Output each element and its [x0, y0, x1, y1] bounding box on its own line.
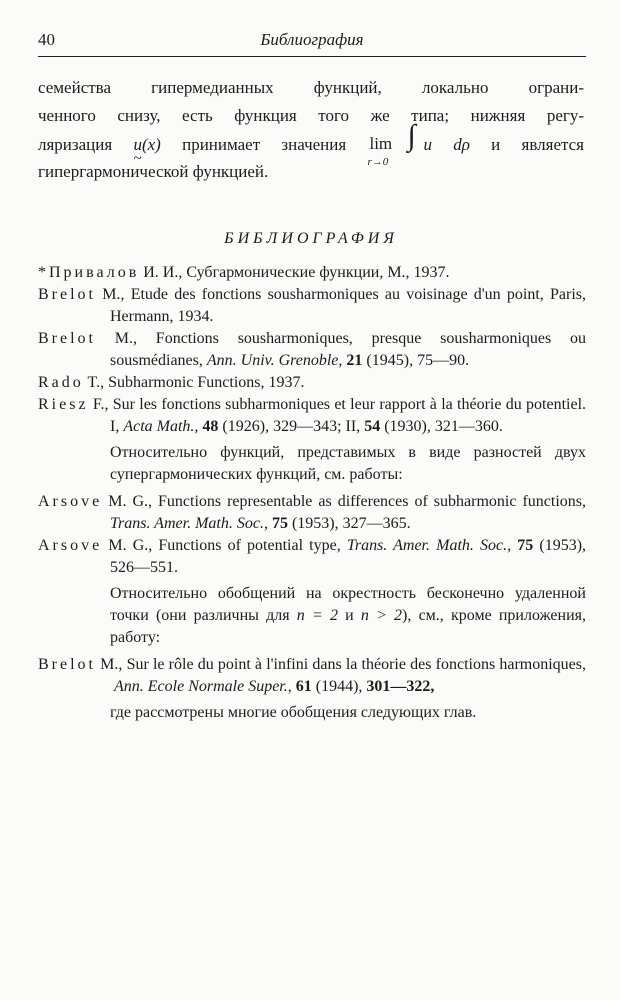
- lim-symbol: lim: [369, 134, 393, 153]
- entry-volume: 61: [295, 678, 312, 695]
- integral-sign: [407, 130, 423, 150]
- entry-volume: 48: [202, 418, 219, 435]
- paragraph: [38, 74, 584, 186]
- note-text: и: [345, 607, 354, 624]
- math-condition: n = 2: [296, 607, 338, 624]
- section-heading: БИБЛИОГРАФИЯ: [224, 230, 398, 247]
- math-condition: n > 2: [360, 607, 403, 624]
- note-text: ), см., кроме приложения, работу:: [110, 607, 586, 646]
- entry-journal: Trans. Amer. Math. Soc.: [110, 515, 264, 532]
- running-title: Библиография: [260, 30, 364, 49]
- bibliography-entry: Brelot M., Sur le rôle du point à l'infini dans la théorie des fonctions harmoniques, Ann. Ecole Normale Super., 61 (1944), 301—322,: [38, 656, 586, 695]
- page-number: 40: [38, 30, 55, 49]
- integrand: u dρ: [423, 135, 470, 154]
- bibliography-entry: Arsove M. G., Functions of potential type, Trans. Amer. Math. Soc., 75 (1953), 526—551.: [38, 537, 587, 576]
- entry-author: Brelot: [38, 330, 96, 347]
- bibliography-note: где рассмотрены многие обобщения следующих глав.: [110, 704, 477, 721]
- entry-author: Arsove: [38, 493, 103, 510]
- entry-volume: 21: [346, 352, 363, 369]
- entry-text: (1953), 526—551.: [110, 537, 587, 576]
- text-fragment: и является: [491, 135, 585, 154]
- entry-text: И. И., Субгармонические функции, М., 1937.: [143, 264, 450, 281]
- paragraph-line: семейства гипермедианных функций, локально ограни-: [38, 78, 584, 97]
- entry-text: F., Sur les fonctions subharmoniques et leur rapport à la théorie du potentiel. I,: [92, 396, 587, 435]
- entry-text: M. G., Functions representable as differences of subharmonic functions,: [108, 493, 586, 510]
- page-header: [38, 30, 586, 57]
- entry-journal: Acta Math.: [123, 418, 195, 435]
- entry-text: (1926), 329—343; II,: [222, 418, 361, 435]
- entry-volume: 75: [271, 515, 288, 532]
- paragraph-line: гипергармонической функцией.: [38, 162, 269, 181]
- math-argument: (x): [141, 135, 161, 154]
- bibliography-entry: Brelot M., Fonctions sousharmoniques, presque sousharmoniques ou sousmédianes, Ann. Univ. Grenoble, 21 (1945), 75—90.: [38, 330, 586, 369]
- entry-text: M., Etude des fonctions sousharmoniques au voisinage d'un point, Paris, Hermann, 1934.: [102, 286, 587, 325]
- bibliography-entry: [38, 284, 586, 328]
- note-text: Относительно обобщений на окрестность бесконечно удаленной точки (они различны для: [110, 585, 586, 624]
- bibliography-note: Относительно функций, представимых в виде разностей двух супергармонических функций, см. работы:: [110, 444, 586, 483]
- bibliography-entry: [38, 262, 586, 284]
- entry-text: T., Subharmonic Functions, 1937.: [87, 374, 305, 391]
- bibliography-note: [38, 583, 586, 649]
- entry-text: M. G., Functions of potential type,: [108, 537, 341, 554]
- bibliography-entry: Arsove M. G., Functions representable as differences of subharmonic functions, Trans. Amer. Math. Soc., 75 (1953), 327—365.: [38, 493, 586, 532]
- entry-text: (1944),: [315, 678, 363, 695]
- entry-author: *Привалов: [38, 264, 140, 281]
- entry-pages: 301—322,: [366, 678, 435, 695]
- entry-author: Brelot: [38, 656, 96, 673]
- paragraph-line: [38, 130, 585, 168]
- limit-expression: [367, 130, 407, 168]
- entry-journal: Ann. Ecole Normale Super.: [114, 678, 288, 695]
- entry-author: Rado: [38, 374, 84, 391]
- bibliography-entry: Riesz F., Sur les fonctions subharmoniques et leur rapport à la théorie du potentiel. I, Acta Math., 48 (1926), 329—343; II, 54 (1930), 321—360.: [38, 396, 587, 435]
- lim-subscript: r→0: [367, 156, 389, 168]
- entry-text: (1945), 75—90.: [366, 352, 470, 369]
- paragraph-line: ченного снизу, есть функция того же типа; нижняя регу-: [38, 106, 584, 125]
- bibliography-entry: [38, 372, 586, 394]
- entry-volume: 54: [364, 418, 381, 435]
- math-symbol-u: u ~: [133, 131, 142, 159]
- entry-author: Riesz: [38, 396, 89, 413]
- text-fragment: принимает значения: [182, 135, 347, 154]
- entry-journal: Ann. Univ. Grenoble: [206, 352, 339, 369]
- entry-text: (1953), 327—365.: [291, 515, 411, 532]
- entry-journal: Trans. Amer. Math. Soc.: [346, 537, 508, 554]
- entry-author: Brelot: [38, 286, 96, 303]
- math-u-tilde: [133, 135, 160, 154]
- bibliography-list: [38, 262, 586, 729]
- entry-text: (1930), 321—360.: [384, 418, 503, 435]
- entry-volume: 75: [517, 537, 534, 554]
- entry-text: M., Fonctions sousharmoniques, presque sousharmoniques ou sousmédianes,: [110, 330, 586, 369]
- text-fragment: ляризация: [38, 135, 113, 154]
- entry-text: M., Sur le rôle du point à l'infini dans la théorie des fonctions harmoniques,: [100, 656, 586, 673]
- entry-author: Arsove: [38, 537, 103, 554]
